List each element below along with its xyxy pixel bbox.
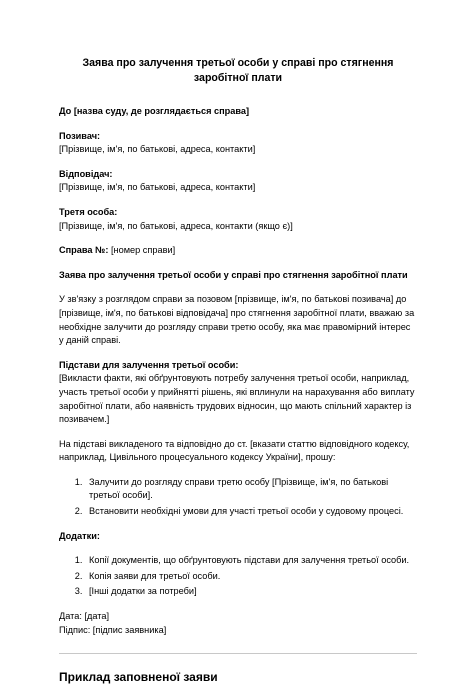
defendant-value: [Прізвище, ім'я, по батькові, адреса, контакти] <box>59 182 256 193</box>
court-addressee: До [назва суду, де розглядається справа] <box>59 106 250 116</box>
plaintiff-label: Позивач: <box>59 130 101 141</box>
third-party-block <box>59 206 417 233</box>
example-heading: Приклад заповненої заяви <box>59 670 218 685</box>
defendant-block <box>59 168 417 195</box>
grounds-block <box>59 359 417 427</box>
attachments-label: Додатки: <box>59 530 100 541</box>
requests-list <box>59 476 417 519</box>
date-line: Дата: [дата] <box>59 611 110 622</box>
plaintiff-block <box>59 130 417 157</box>
list-item: 2. Встановити необхідні умови для участі третьої особи у судовому процесі. <box>85 505 417 519</box>
defendant-label: Відповідач: <box>59 168 113 179</box>
case-number-value: [номер справи] <box>108 245 176 256</box>
intro-paragraph: У зв'язку з розглядом справи за позовом [прізвище, ім'я, по батькові позивача] до [прізвище, ім'я, по батькові відповідача] про стягнення заробітної плати, вважаю за необхідне залучити до розгляду справи третю особу, яка має правомірний інтерес у даній справі. <box>59 294 415 346</box>
grounds-label: Підстави для залучення третьої особи: <box>59 359 239 370</box>
attachments-list <box>59 554 417 599</box>
signature-block <box>59 610 417 637</box>
basis-paragraph: На підставі викладеного та відповідно до ст. [вказати статтю відповідного кодексу, наприклад, Цивільного процесуального кодексу України], прошу: <box>59 438 410 463</box>
list-item: 2. Копія заяви для третьої особи. <box>85 570 417 584</box>
divider <box>59 653 417 654</box>
third-party-value: [Прізвище, ім'я, по батькові, адреса, контакти (якщо є)] <box>59 220 293 231</box>
list-item: 1. Копії документів, що обґрунтовують підстави для залучення третьої особи. <box>85 554 417 568</box>
case-number-line <box>59 244 417 258</box>
grounds-text: [Викласти факти, які обґрунтовують потребу залучення третьої особи, наприклад, участь третьої особи у прийнятті рішень, які вплинули на нарахування або виплату заробітної плати, або наявність трудових відносин, що мають спільний характер із позивачем.] <box>59 373 415 425</box>
plaintiff-value: [Прізвище, ім'я, по батькові, адреса, контакти] <box>59 144 256 155</box>
signature-line: Підпис: [підпис заявника] <box>59 624 167 635</box>
list-item: 1. Залучити до розгляду справи третю особу [Прізвище, ім'я, по батькові третьої особи]. <box>85 476 417 503</box>
list-item: 3. [Інші додатки за потреби] <box>85 585 417 599</box>
document-title: Заява про залучення третьої особи у справі про стягнення заробітної плати <box>82 57 394 84</box>
application-subtitle: Заява про залучення третьої особи у справі про стягнення заробітної плати <box>59 269 408 280</box>
case-number-label: Справа №: <box>59 245 109 256</box>
third-party-label: Третя особа: <box>59 206 118 217</box>
